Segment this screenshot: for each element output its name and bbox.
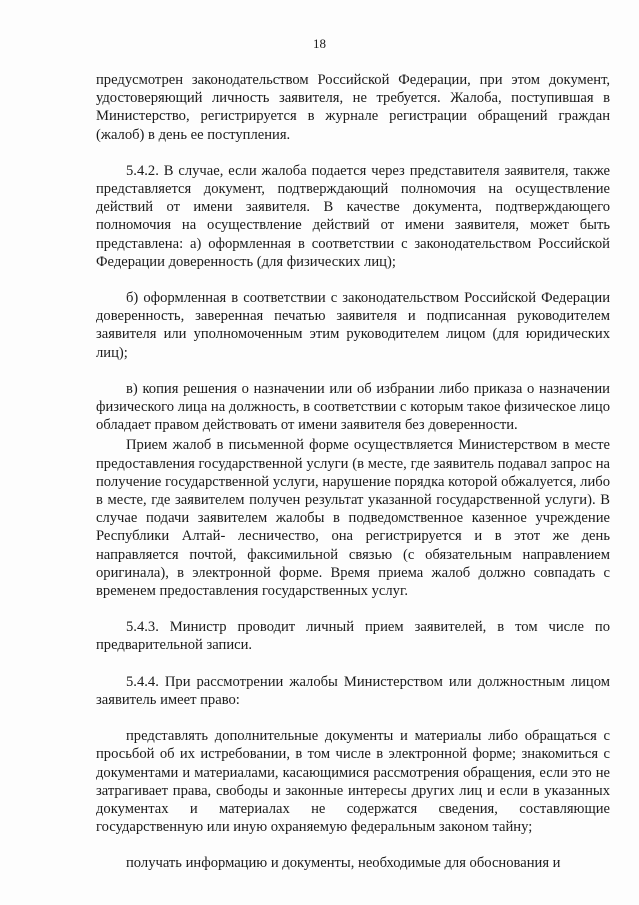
- paragraph-item-b: б) оформленная в соответствии с законодательством Российской Федерации доверенность, заверенная печатью заявителя и подписанная руководителем заявителя или уполномоченным этим руководителем лицом (для юридических лиц);: [96, 290, 610, 361]
- document-body: [96, 71, 610, 873]
- paragraph-complaint-reception: Прием жалоб в письменной форме осуществляется Министерством в месте предоставления государственной услуги (в месте, где заявитель подавал запрос на получение государственной услуги, нарушение порядка которой обжалуется, либо в месте, где заявителем получен результат указанной государственной услуги). В случае подачи заявителем жалобы в подведомственное казенное учреждение Республики Алтай- лесничество, она регистрируется и в этот же день направляется почтой, факсимильной связью (с обязательным направлением оригинала), в электронной форме. Время приема жалоб должно совпадать с временем предоставления государственных услуг.: [96, 437, 610, 600]
- paragraph-continuation: предусмотрен законодательством Российской Федерации, при этом документ, удостоверяющий личность заявителя, не требуется. Жалоба, поступившая в Министерство, регистрируется в журнале регистрации обращений граждан (жалоб) в день ее поступления.: [96, 72, 610, 143]
- paragraph-5-4-2: 5.4.2. В случае, если жалоба подается через представителя заявителя, также представляется документ, подтверждающий полномочия на осуществление действий от имени заявителя. В качестве документа, подтверждающего полномочия на осуществление действий от имени заявителя, может быть представлена: а) оформленная в соответствии с законодательством Российской Федерации доверенность (для физических лиц);: [96, 162, 610, 270]
- paragraph-5-4-3: 5.4.3. Министр проводит личный прием заявителей, в том числе по предварительной записи.: [96, 619, 610, 654]
- page-number: 18: [313, 36, 326, 51]
- paragraph-right-submit-documents: представлять дополнительные документы и материалы либо обращаться с просьбой об их истребовании, в том числе в электронной форме; знакомиться с документами и материалами, касающимися рассмотрения обращения, если это не затрагивает права, свободы и законные интересы других лиц и если в указанных документах и материалах не содержатся сведения, составляющие государственную или иную охраняемую федеральным законом тайну;: [96, 728, 610, 836]
- paragraph-right-receive-information: получать информацию и документы, необходимые для обоснования и: [126, 855, 561, 872]
- paragraph-5-4-4: 5.4.4. При рассмотрении жалобы Министерством или должностным лицом заявитель имеет право:: [96, 673, 610, 708]
- paragraph-item-v: в) копия решения о назначении или об избрании либо приказа о назначении физического лица на должность, в соответствии с которым такое физическое лицо обладает правом действовать от имени заявителя без доверенности.: [96, 380, 610, 434]
